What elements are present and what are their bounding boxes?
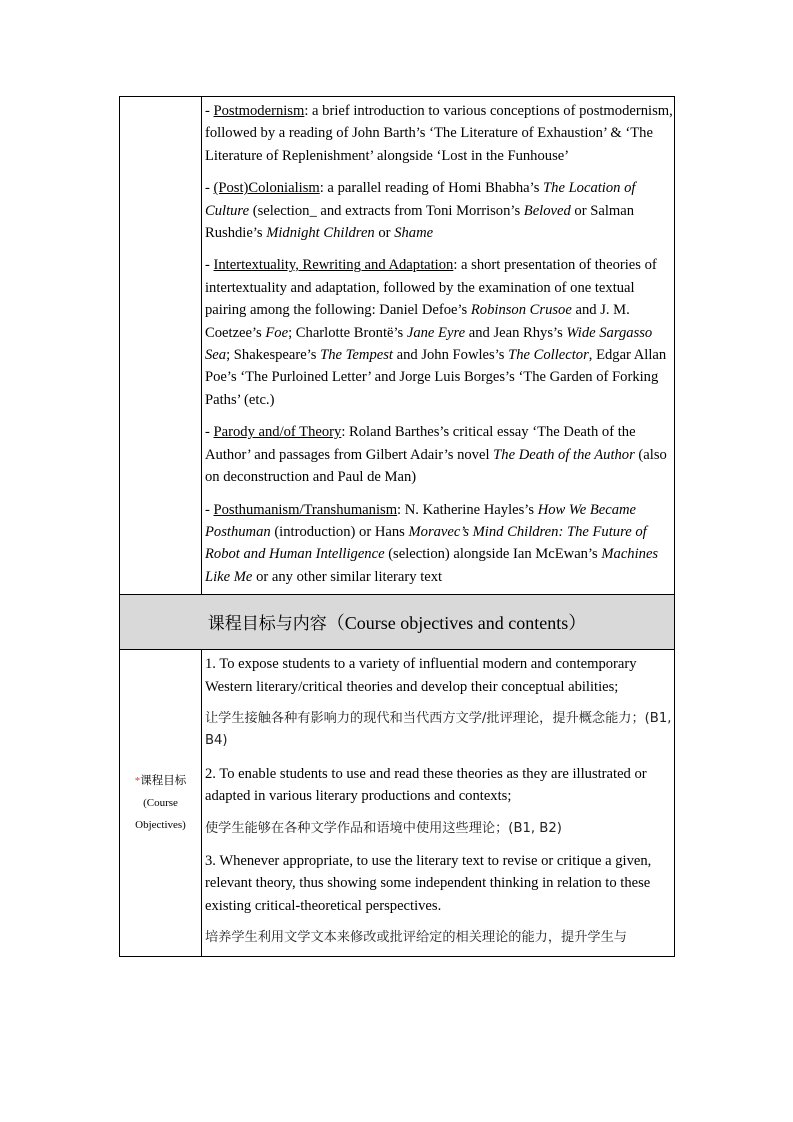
topic-text: (also on deconstruction and Paul de Man) [205, 446, 667, 486]
objectives-label-en-2: Objectives) [135, 819, 186, 832]
topic-title: Intertextuality, Rewriting and Adaptation [213, 257, 454, 274]
topic-text: : N. Katherine Hayles’s [397, 501, 538, 518]
work-title: How We Became Posthuman [205, 501, 637, 540]
objective-3-en: 3. Whenever appropriate, to use the literary text to revise or critique a given, relevant theory, thus showing some independent thinking in relation to these existing critical-theoretical perspectives. [205, 852, 652, 914]
topics-list [202, 97, 674, 594]
work-title: Robinson Crusoe [470, 302, 572, 319]
objective-1-en: 1. To expose students to a variety of influential modern and contemporary Western literary/critical theories and develop their conceptual abilities; [205, 656, 637, 695]
objectives-label-cell [120, 650, 202, 956]
work-title: Foe [265, 324, 289, 341]
topic-text: : Roland Barthes’s critical essay ‘The Death of the Author’ and passages from Gilbert Adair’s novel [205, 424, 636, 463]
topic-text: or Salman Rushdie’s [205, 202, 635, 242]
work-title: Shame [394, 225, 434, 242]
work-title: The Tempest [320, 347, 393, 364]
objectives-label-zh: 课程目标 [140, 773, 187, 788]
topics-content-cell [202, 97, 675, 595]
section-header-zh: 课程目标与内容 [207, 614, 327, 635]
topic-item: - (Post)Colonialism: a parallel reading of Homi Bhabha’s The Location of Culture (selection_ and extracts from Toni Morrison’s Beloved or Salman Rushdie’s Midnight Children or Shame [205, 180, 636, 242]
objective-2-en: 2. To enable students to use and read these theories as they are illustrated or adapted in various literary productions and contexts; [205, 765, 647, 805]
section-header-row [120, 595, 675, 650]
work-title: Wide Sargasso Sea [205, 324, 653, 364]
objectives-list [202, 650, 674, 955]
topic-text: or [374, 225, 395, 242]
topic-text: : a short presentation of theories of intertextuality and adaptation, followed by the examination of one textual pairing among the following: Daniel Defoe’s [205, 257, 657, 319]
section-header [120, 595, 675, 650]
topic-title: Postmodernism [213, 103, 305, 119]
objectives-label-en-1: (Course [143, 797, 178, 810]
topic-text: : a brief introduction to various conceptions of postmodernism, followed by a reading of John Barth’s ‘The Literature of Exhaustion’ & ‘The Literature of Replenishment’ alongside ‘Lost in the Funhouse’ [205, 103, 673, 164]
topic-item: - Intertextuality, Rewriting and Adaptation: a short presentation of theories of intertextuality and adaptation, followed by the examination of one textual pairing among the following: Daniel Defoe’s Robinson Crusoe and J. M. Coetzee’s Foe; Charlotte Brontë’s Jane Eyre and Jean Rhys’s Wide Sargasso Sea; Shakespeare’s The Tempest and John Fowles’s The Collector, Edgar Allan Poe’s ‘The Purloined Letter’ and Jorge Luis Borges’s ‘The Garden of Forking Paths’ (etc.) [205, 257, 667, 408]
work-title: The Collector [508, 347, 589, 364]
topic-title: (Post)Colonialism [213, 180, 320, 197]
work-title: Midnight Children [266, 225, 375, 242]
work-title: The Death of the Author [493, 446, 635, 463]
work-title: The Location of Culture [205, 180, 636, 219]
topic-text: and John Fowles’s [392, 347, 509, 364]
topic-text: or any other similar literary text [252, 568, 443, 585]
topic-text: , Edgar Allan Poe’s ‘The Purloined Letter’ and Jorge Luis Borges’s ‘The Garden of Forking Paths’ (etc.) [205, 347, 667, 408]
topic-text: (selection) alongside Ian McEwan’s [384, 546, 602, 563]
topic-title: Posthumanism/Transhumanism [213, 501, 398, 518]
topic-title: Parody and/of Theory [213, 424, 342, 441]
topic-text: (selection_ and extracts from Toni Morrison’s [249, 202, 524, 219]
objective-3-zh: 培养学生利用文学文本来修改或批评给定的相关理论的能力，提升学生与 [205, 930, 627, 946]
topic-text: and Jean Rhys’s [465, 324, 567, 341]
topics-label-cell [120, 97, 202, 595]
topics-row [120, 97, 675, 595]
topic-text: : a parallel reading of Homi Bhabha’s [319, 180, 544, 197]
topic-text: and J. M. Coetzee’s [205, 302, 630, 341]
work-title: Beloved [523, 202, 571, 219]
topic-item: - Postmodernism: a brief introduction to various conceptions of postmodernism, followed by a reading of John Barth’s ‘The Literature of Exhaustion’ & ‘The Literature of Replenishment’ alongside ‘Lost in the Funhouse’ [205, 103, 673, 164]
section-header-en: （Course objectives and contents） [326, 613, 587, 634]
objectives-content-cell [202, 650, 675, 956]
topic-item: - Posthumanism/Transhumanism: N. Katherine Hayles’s How We Became Posthuman (introduction) or Hans Moravec’s Mind Children: The Future of Robot and Human Intelligence (selection) alongside Ian McEwan’s Machines Like Me or any other similar literary text [205, 501, 659, 585]
topic-text: ; Shakespeare’s [226, 347, 321, 364]
required-mark: * [134, 775, 141, 788]
work-title: Machines Like Me [205, 546, 659, 585]
objective-1-zh: 让学生接触各种有影响力的现代和当代西方文学/批评理论，提升概念能力；(B1, B4) [205, 710, 672, 749]
objectives-row [120, 650, 675, 956]
topic-text: (introduction) or Hans [270, 523, 409, 540]
topic-item: - Parody and/of Theory: Roland Barthes’s critical essay ‘The Death of the Author’ and passages from Gilbert Adair’s novel The Death of the Author (also on deconstruction and Paul de Man) [205, 424, 667, 486]
work-title: Jane Eyre [406, 324, 466, 341]
work-title: Moravec’s Mind Children: The Future of Robot and Human Intelligence [205, 523, 647, 563]
topic-text: ; Charlotte Brontë’s [288, 324, 407, 341]
course-table [119, 96, 675, 957]
objective-2-zh: 使学生能够在各种文学作品和语境中使用这些理论；(B1, B2) [205, 820, 562, 836]
